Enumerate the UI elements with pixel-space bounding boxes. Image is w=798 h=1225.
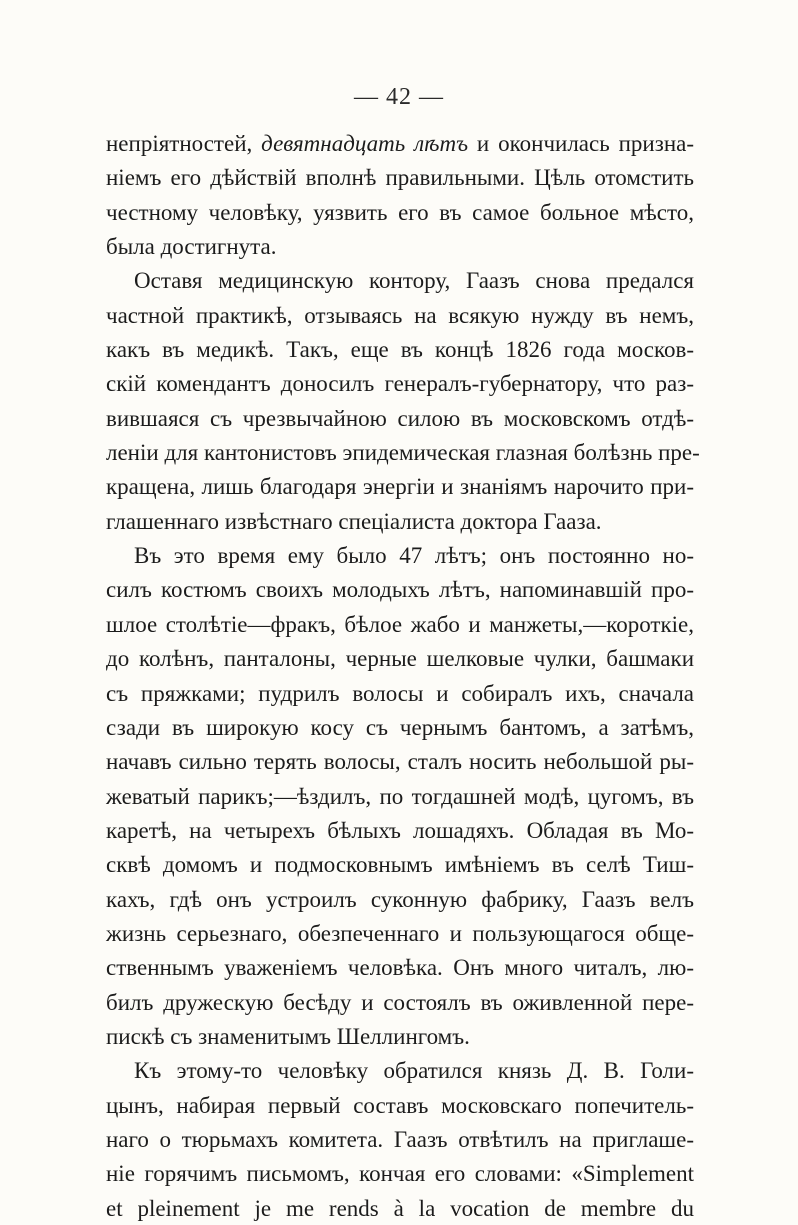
text-line: шлое столѣтіе—фракъ, бѣлое жабо и манжеты,—короткіе, — [106, 611, 694, 637]
text-line: жизнь серьезнаго, обезпеченнаго и пользующагося обще- — [106, 920, 694, 946]
text-line: честному человѣку, уязвить его въ самое больное мѣсто, — [106, 199, 694, 225]
text-line: ственнымъ уваженіемъ человѣка. Онъ много читалъ, лю- — [106, 955, 694, 981]
text-line: билъ дружескую бесѣду и состоялъ въ оживленной пере- — [106, 989, 694, 1015]
text-line: наго о тюрьмахъ комитета. Гаазъ отвѣтилъ на приглаше- — [106, 1126, 694, 1152]
text-line: частной практикѣ, отзываясь на всякую нужду въ немъ, — [106, 302, 694, 328]
text-line: глашеннаго извѣстнаго спеціалиста доктора Гааза. — [106, 508, 602, 534]
text-line: Оставя медицинскую контору, Гаазъ снова предался — [134, 268, 694, 294]
text-line: пискѣ съ знаменитымъ Шеллингомъ. — [106, 1023, 470, 1049]
text-line: ніемъ его дѣйствій вполнѣ правильными. Цѣль отомстить — [106, 165, 694, 191]
text-line: цынъ, набирая первый составъ московскаго попечитель- — [106, 1092, 694, 1118]
text-line: кахъ, гдѣ онъ устроилъ суконную фабрику, Гаазъ велъ — [106, 886, 694, 912]
text-line — [106, 127, 694, 161]
text-line: ніе горячимъ письмомъ, кончая его словами: «Simplement — [106, 1161, 694, 1187]
body-text — [106, 127, 700, 1225]
text-line: скій комендантъ доносилъ генералъ-губернатору, что раз- — [106, 371, 694, 397]
text-line: начавъ сильно терять волосы, сталъ носить небольшой ры- — [106, 749, 694, 775]
text-line: Къ этому-то человѣку обратился князь Д. В. Голи- — [134, 1058, 694, 1084]
text-line: Въ это время ему было 47 лѣтъ; онъ постоянно но- — [134, 543, 694, 569]
text-line: кращена, лишь благодаря энергіи и знаніямъ нарочито при- — [106, 474, 694, 500]
text-fragment: и окончилась призна- — [468, 131, 694, 156]
text-line: до колѣнъ, панталоны, черные шелковые чулки, башмаки — [106, 646, 694, 672]
text-line: леніи для кантонистовъ эпидемическая глазная болѣзнь пре- — [106, 440, 700, 466]
text-line: жеватый парикъ;—ѣздилъ, по тогдашней модѣ, цугомъ, въ — [106, 783, 694, 809]
text-line: съ пряжками; пудрилъ волосы и собиралъ ихъ, сначала — [106, 680, 694, 706]
text-line: была достигнута. — [106, 234, 277, 260]
emphasis-text: девятнадцать лѣтъ — [261, 131, 469, 156]
text-line: сквѣ домомъ и подмосковнымъ имѣніемъ въ селѣ Тиш- — [106, 852, 694, 878]
text-line: вившаяся съ чрезвычайною силою въ московскомъ отдѣ- — [106, 405, 694, 431]
text-line: сзади въ широкую косу съ чернымъ бантомъ, а затѣмъ, — [106, 714, 694, 740]
text-line: каретѣ, на четырехъ бѣлыхъ лошадяхъ. Обладая въ Мо- — [106, 817, 694, 843]
text-line: какъ въ медикѣ. Такъ, еще въ концѣ 1826 года москов- — [106, 337, 694, 363]
text-fragment: непріятностей, — [106, 131, 262, 156]
text-line: силъ костюмъ своихъ молодыхъ лѣтъ, напоминавшій про- — [106, 577, 694, 603]
page-number: — 42 — — [354, 84, 444, 110]
text-line: et pleinement je me rends à la vocation de membre du — [106, 1195, 694, 1221]
